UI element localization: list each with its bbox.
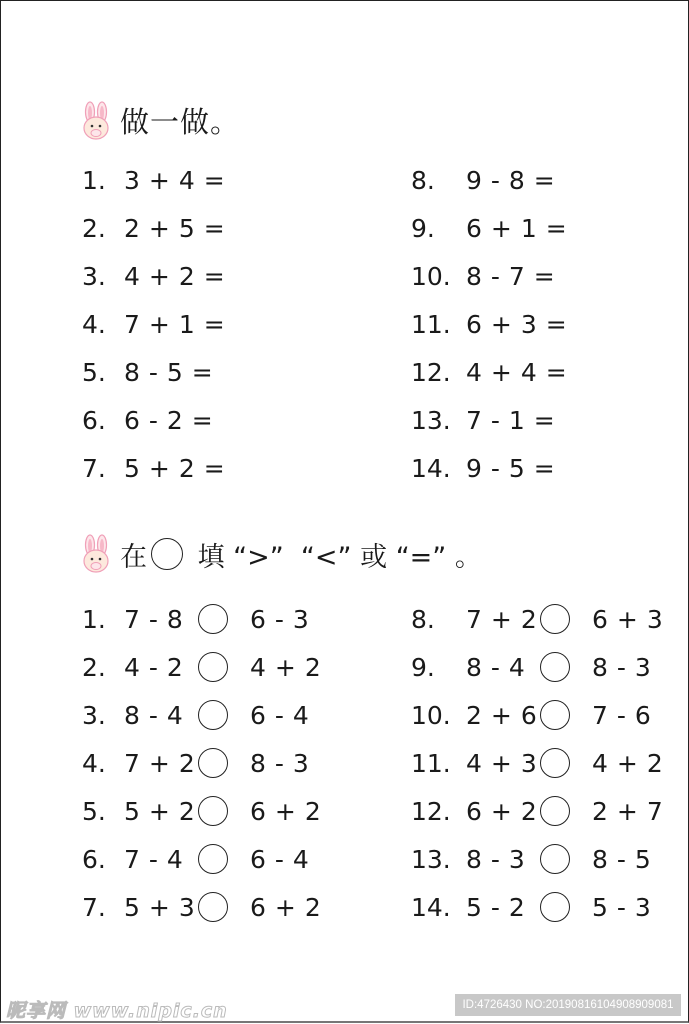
compare-right-expression: 2 + 7 (592, 796, 665, 826)
exercise-expression: 6 + 1 = (466, 213, 569, 243)
compare-right-expression: 6 + 3 (592, 604, 665, 634)
compare-row (82, 650, 323, 684)
compare-left-expression: 7 + 2 (124, 748, 197, 778)
exercise-expression: 4 + 4 = (466, 357, 569, 387)
compare-row (411, 650, 653, 684)
compare-number: 1. (82, 604, 106, 634)
exercise-number: 13. (411, 405, 451, 435)
compare-number: 3. (82, 700, 106, 730)
answer-circle[interactable] (540, 604, 570, 634)
exercise-expression: 2 + 5 = (124, 213, 227, 243)
compare-row (411, 602, 665, 636)
compare-left-expression: 6 + 2 (466, 796, 539, 826)
exercise-number: 2. (82, 213, 106, 243)
exercise-expression: 7 - 1 = (466, 405, 557, 435)
compare-number: 4. (82, 748, 106, 778)
answer-circle[interactable] (540, 700, 570, 730)
compare-left-expression: 4 + 3 (466, 748, 539, 778)
exercise-number: 11. (411, 309, 451, 339)
answer-circle[interactable] (198, 844, 228, 874)
answer-circle[interactable] (198, 796, 228, 826)
compare-right-expression: 7 - 6 (592, 700, 653, 730)
compare-left-expression: 7 - 8 (124, 604, 185, 634)
exercise-row (82, 163, 227, 197)
compare-right-expression: 8 - 3 (250, 748, 311, 778)
exercise-expression: 9 - 8 = (466, 165, 557, 195)
compare-row (82, 842, 311, 876)
exercise-number: 14. (411, 453, 451, 483)
exercise-number: 4. (82, 309, 106, 339)
compare-row (411, 746, 665, 780)
compare-left-expression: 2 + 6 (466, 700, 539, 730)
compare-right-expression: 8 - 3 (592, 652, 653, 682)
compare-number: 6. (82, 844, 106, 874)
compare-number: 8. (411, 604, 435, 634)
rabbit-icon (80, 534, 112, 574)
compare-right-expression: 6 - 4 (250, 844, 311, 874)
answer-circle[interactable] (198, 604, 228, 634)
compare-number: 14. (411, 892, 451, 922)
exercise-row (82, 307, 227, 341)
exercise-row (82, 211, 227, 245)
compare-row (82, 698, 311, 732)
compare-left-expression: 4 - 2 (124, 652, 185, 682)
exercise-row (411, 355, 569, 389)
exercise-expression: 6 - 2 = (124, 405, 215, 435)
exercise-expression: 8 - 7 = (466, 261, 557, 291)
rabbit-icon (80, 101, 112, 141)
exercise-number: 3. (82, 261, 106, 291)
compare-row (411, 698, 653, 732)
compare-left-expression: 7 - 4 (124, 844, 185, 874)
exercise-row (411, 211, 569, 245)
exercise-row (411, 403, 557, 437)
exercise-number: 1. (82, 165, 106, 195)
exercise-number: 8. (411, 165, 435, 195)
watermark: 昵享网 www.nipic.cn (6, 1000, 228, 1022)
exercise-number: 9. (411, 213, 435, 243)
compare-row (82, 746, 311, 780)
compare-left-expression: 5 + 2 (124, 796, 197, 826)
answer-circle[interactable] (198, 700, 228, 730)
section2-heading (80, 534, 482, 574)
compare-left-expression: 7 + 2 (466, 604, 539, 634)
exercise-number: 7. (82, 453, 106, 483)
compare-row (411, 890, 653, 924)
compare-left-expression: 8 - 4 (466, 652, 527, 682)
section1-heading (80, 100, 240, 141)
exercise-expression: 5 + 2 = (124, 453, 227, 483)
answer-circle[interactable] (198, 892, 228, 922)
exercise-expression: 6 + 3 = (466, 309, 569, 339)
compare-row (411, 842, 653, 876)
section1-title: 做一做。 (120, 105, 241, 139)
answer-circle[interactable] (540, 796, 570, 826)
compare-right-expression: 4 + 2 (250, 652, 323, 682)
exercise-row (411, 451, 557, 485)
answer-circle[interactable] (198, 652, 228, 682)
compare-number: 7. (82, 892, 106, 922)
compare-right-expression: 8 - 5 (592, 844, 653, 874)
exercise-number: 12. (411, 357, 451, 387)
exercise-number: 6. (82, 405, 106, 435)
compare-right-expression: 5 - 3 (592, 892, 653, 922)
compare-number: 5. (82, 796, 106, 826)
compare-number: 2. (82, 652, 106, 682)
exercise-row (411, 307, 569, 341)
exercise-row (82, 451, 227, 485)
exercise-expression: 4 + 2 = (124, 261, 227, 291)
exercise-row (82, 259, 227, 293)
compare-left-expression: 5 + 3 (124, 892, 197, 922)
section2-title-part2: 填 “>” “<” 或 “=” 。 (189, 541, 482, 573)
compare-right-expression: 6 - 3 (250, 604, 311, 634)
exercise-row (411, 163, 557, 197)
compare-number: 11. (411, 748, 451, 778)
compare-row (82, 794, 323, 828)
circle-icon (151, 538, 183, 570)
answer-circle[interactable] (540, 892, 570, 922)
image-id-label: ID:4726430 NO:20190816104908909081 (455, 994, 681, 1016)
compare-left-expression: 8 - 3 (466, 844, 527, 874)
answer-circle[interactable] (198, 748, 228, 778)
compare-number: 12. (411, 796, 451, 826)
compare-row (82, 602, 311, 636)
compare-left-expression: 5 - 2 (466, 892, 527, 922)
compare-right-expression: 6 + 2 (250, 892, 323, 922)
exercise-row (82, 403, 215, 437)
compare-row (82, 890, 323, 924)
exercise-expression: 8 - 5 = (124, 357, 215, 387)
compare-number: 9. (411, 652, 435, 682)
exercise-expression: 3 + 4 = (124, 165, 227, 195)
exercise-number: 10. (411, 261, 451, 291)
section2-title-part1: 在 (120, 541, 147, 573)
exercise-row (411, 259, 557, 293)
exercise-row (82, 355, 215, 389)
compare-right-expression: 6 + 2 (250, 796, 323, 826)
compare-right-expression: 6 - 4 (250, 700, 311, 730)
compare-row (411, 794, 665, 828)
compare-number: 10. (411, 700, 451, 730)
compare-right-expression: 4 + 2 (592, 748, 665, 778)
exercise-number: 5. (82, 357, 106, 387)
compare-left-expression: 8 - 4 (124, 700, 185, 730)
exercise-expression: 9 - 5 = (466, 453, 557, 483)
answer-circle[interactable] (540, 844, 570, 874)
compare-number: 13. (411, 844, 451, 874)
answer-circle[interactable] (540, 652, 570, 682)
exercise-expression: 7 + 1 = (124, 309, 227, 339)
answer-circle[interactable] (540, 748, 570, 778)
